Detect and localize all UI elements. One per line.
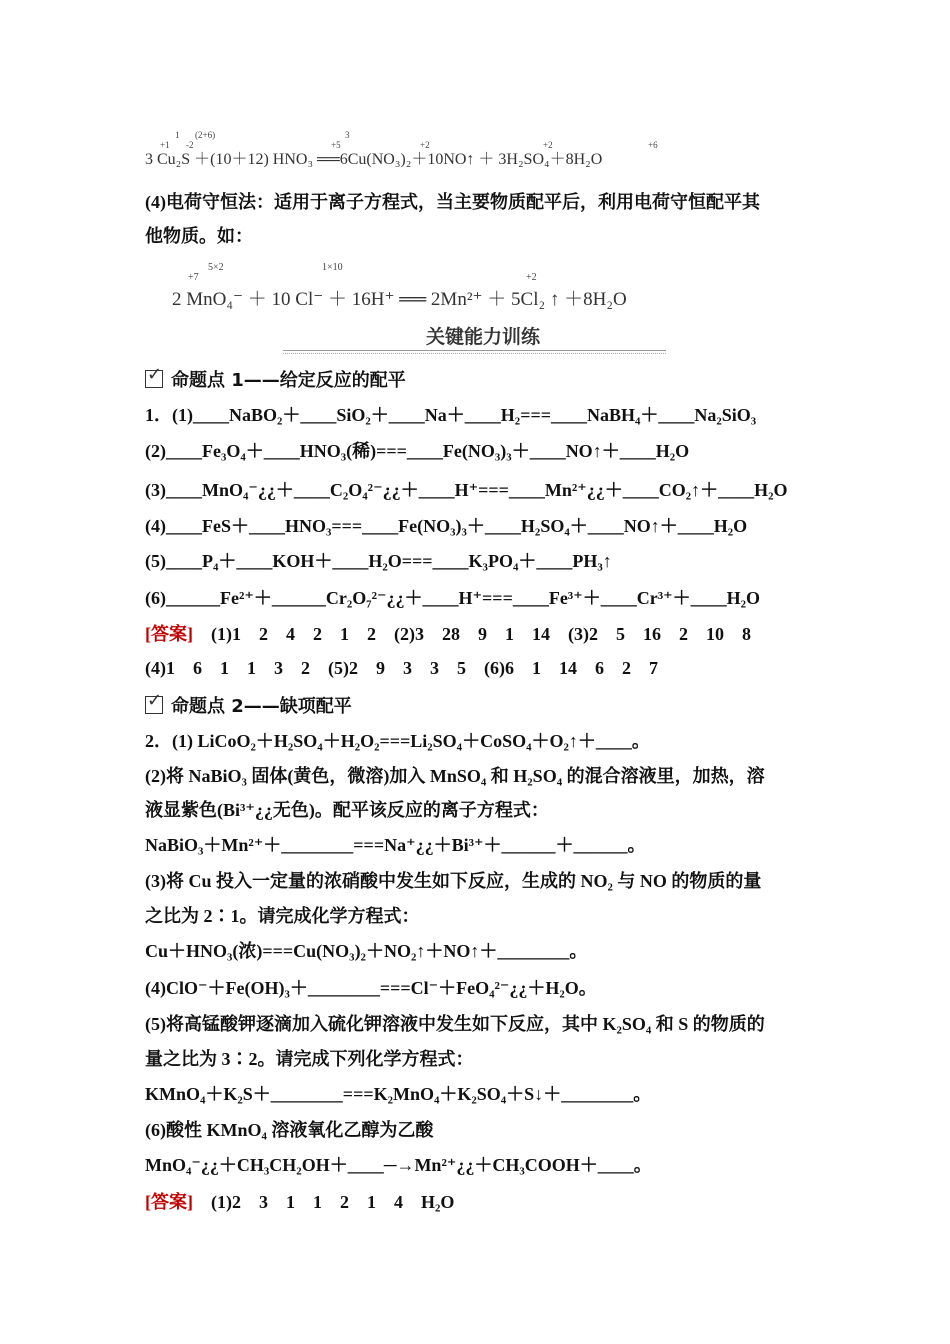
charge-equation-text: 2 MnO₄⁻ ＋ 10 Cl⁻ ＋ 16H⁺ ══ 2Mn²⁺ ＋ 5Cl₂ ↑ ＋8H₂O (172, 289, 627, 310)
q2-line12: (6)酸性 KMnO₄ 溶液氧化乙醇为乙酸 (145, 1120, 434, 1140)
ox-mark: 1×10 (322, 262, 343, 273)
ox-mark: +7 (188, 272, 199, 283)
q2-line2: (2)将 NaBiO₃ 固体(黄色，微溶)加入 MnSO₄ 和 H₂SO₄ 的混合溶液里，加热，溶 (145, 766, 765, 786)
q2-line5: (3)将 Cu 投入一定量的浓硝酸中发生如下反应，生成的 NO₂ 与 NO 的物质的量 (145, 871, 762, 891)
q1-line5: (5)____P₄＋____KOH＋____H₂O===____K₃PO₄＋____PH₃↑ (145, 551, 612, 571)
q2-line8: (4)ClO⁻＋Fe(OH)₃＋________===Cl⁻＋FeO₄²⁻¿¿＋H₂O。 (145, 978, 597, 998)
answer-1-line1 (145, 622, 812, 646)
section-rule-dotted (283, 353, 666, 354)
q2-line1: 2．(1) LiCoO₂＋H₂SO₄＋H₂O₂===Li₂SO₄＋CoSO₄＋O₂↑＋____。 (145, 731, 650, 751)
answer-1-line2: (4)1 6 1 1 3 2 (5)2 9 3 3 5 (6)6 1 14 6 2 7 (145, 658, 658, 678)
q2-line13: MnO₄⁻¿¿＋CH₃CH₂OH＋____─→Mn²⁺¿¿＋CH₃COOH＋____。 (145, 1155, 652, 1175)
charge-equation (172, 284, 627, 311)
ox-mark: +5 (331, 140, 341, 150)
ox-mark: +2 (526, 272, 537, 283)
ox-mark: +6 (648, 140, 658, 150)
ox-mark: +2 (420, 140, 430, 150)
ox-mark: -2 (186, 140, 194, 150)
ox-mark: +2 (543, 140, 553, 150)
q1-line3: (3)____MnO₄⁻¿¿＋____C₂O₄²⁻¿¿＋____H⁺===____Mn²⁺¿¿＋____CO₂↑＋____H₂O (145, 480, 788, 500)
q2-line11: KMnO₄＋K₂S＋________===K₂MnO₄＋K₂SO₄＋S↓＋________。 (145, 1084, 652, 1104)
intro-equation (145, 146, 602, 169)
answer-label: [答案] (145, 1192, 193, 1212)
checkbox-icon (145, 696, 163, 714)
answer-label: [答案] (145, 624, 193, 644)
q1-line6: (6)______Fe²⁺＋______Cr₂O₇²⁻¿¿＋____H⁺===____Fe³⁺＋____Cr³⁺＋____H₂O (145, 588, 760, 608)
answer-1-values: (1)1 2 4 2 1 2 (2)3 28 9 1 14 (3)2 5 16 2 10 8 (211, 624, 751, 644)
topic-2-heading (145, 692, 352, 718)
checkbox-icon (145, 370, 163, 388)
q2-line6: 之比为 2∶1。请完成化学方程式： (145, 906, 420, 926)
q2-line4: NaBiO₃＋Mn²⁺＋________===Na⁺¿¿＋Bi³⁺＋______＋______。 (145, 835, 646, 855)
ox-mark: 5×2 (208, 262, 224, 273)
q2-line9: (5)将高锰酸钾逐滴加入硫化钾溶液中发生如下反应，其中 K₂SO₄ 和 S 的物质的 (145, 1014, 765, 1034)
method4-line2: 他物质。如： (145, 226, 253, 246)
answer-2-line1 (145, 1190, 812, 1214)
topic-1-label: 命题点 1——给定反应的配平 (171, 370, 406, 391)
q1-line1: 1．(1)____NaBO₂＋____SiO₂＋____Na＋____H₂===____NaBH₄＋____Na₂SiO₃ (145, 405, 757, 425)
q1-line4: (4)____FeS＋____HNO₃===____Fe(NO₃)₃＋____H₂SO₄＋____NO↑＋____H₂O (145, 516, 748, 536)
topic-1-heading (145, 366, 406, 392)
ox-mark: 1 (175, 130, 180, 140)
q1-line2: (2)____Fe₃O₄＋____HNO₃(稀)===____Fe(NO₃)₃＋____NO↑＋____H₂O (145, 441, 690, 461)
ox-mark: (2+6) (195, 130, 216, 140)
ox-mark: 3 (345, 130, 350, 140)
q2-line10: 量之比为 3∶2。请完成下列化学方程式： (145, 1049, 474, 1069)
intro-equation-text: 3 Cu₂S ＋(10＋12) HNO₃ ══6Cu(NO₃)₂＋10NO↑ ＋ 3H₂SO₄＋8H₂O (145, 151, 603, 168)
section-rule (283, 350, 666, 351)
q2-line7: Cu＋HNO₃(浓)===Cu(NO₃)₂＋NO₂↑＋NO↑＋________。 (145, 941, 588, 961)
answer-2-values: (1)2 3 1 1 2 1 4 H₂O (211, 1192, 455, 1212)
topic-2-label: 命题点 2——缺项配平 (171, 696, 352, 717)
section-title: 关键能力训练 (425, 326, 540, 348)
ox-mark: +1 (160, 140, 170, 150)
q2-line3: 液显紫色(Bi³⁺¿¿无色)。配平该反应的离子方程式： (145, 800, 549, 820)
method4-line1: (4)电荷守恒法：适用于离子方程式，当主要物质配平后，利用电荷守恒配平其 (145, 192, 760, 212)
